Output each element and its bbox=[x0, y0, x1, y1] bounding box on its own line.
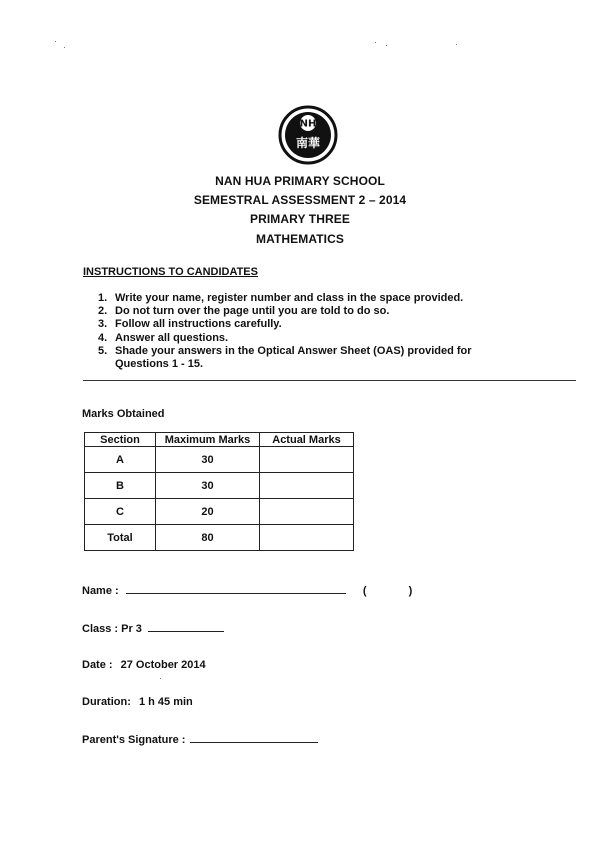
table-row bbox=[85, 447, 354, 473]
assessment-title: SEMESTRAL ASSESSMENT 2 – 2014 bbox=[193, 193, 407, 207]
school-logo bbox=[278, 105, 338, 165]
column-header: Section bbox=[85, 433, 156, 447]
instruction-text: Answer all questions. bbox=[115, 331, 229, 344]
section-cell: Total bbox=[85, 525, 156, 551]
scan-speck bbox=[55, 41, 56, 42]
logo-text-bottom: 南華 bbox=[295, 136, 321, 150]
instruction-item bbox=[98, 305, 515, 318]
section-cell: B bbox=[85, 473, 156, 499]
duration-label: Duration: bbox=[82, 696, 131, 708]
max-marks-cell: 20 bbox=[156, 499, 260, 525]
scan-speck bbox=[386, 45, 387, 46]
scan-speck bbox=[456, 44, 457, 45]
instructions-list bbox=[98, 292, 515, 371]
instruction-item bbox=[98, 292, 515, 305]
table-row bbox=[85, 499, 354, 525]
actual-marks-cell[interactable] bbox=[260, 473, 354, 499]
scan-speck bbox=[64, 47, 65, 48]
table-row bbox=[85, 525, 354, 551]
instruction-number: 4. bbox=[98, 331, 108, 344]
max-marks-cell: 30 bbox=[156, 473, 260, 499]
divider bbox=[83, 380, 576, 381]
level-title: PRIMARY THREE bbox=[250, 212, 350, 226]
name-blank[interactable] bbox=[126, 584, 346, 594]
instruction-number: 1. bbox=[98, 292, 108, 304]
instruction-text: Do not turn over the page until you are told to do so. bbox=[115, 305, 390, 318]
instruction-item bbox=[98, 332, 515, 345]
section-cell: C bbox=[85, 499, 156, 525]
class-label: Class : Pr 3 bbox=[82, 623, 142, 635]
marks-heading: Marks Obtained bbox=[82, 408, 165, 420]
subject-title: MATHEMATICS bbox=[256, 232, 344, 246]
instruction-number: 2. bbox=[98, 305, 108, 318]
instruction-item bbox=[98, 345, 515, 371]
logo-text-top: NH bbox=[299, 118, 317, 130]
scan-speck bbox=[160, 678, 161, 679]
duration-field bbox=[82, 696, 193, 708]
table-header-row bbox=[85, 433, 354, 447]
class-field bbox=[82, 622, 224, 635]
instruction-item bbox=[98, 318, 515, 331]
instruction-text: Write your name, register number and class in the space provided. bbox=[115, 292, 464, 304]
instruction-text: Shade your answers in the Optical Answer Sheet (OAS) provided for Questions 1 - 15. bbox=[115, 344, 472, 371]
column-header: Actual Marks bbox=[260, 433, 354, 447]
signature-label: Parent's Signature : bbox=[82, 734, 186, 746]
signature-field bbox=[82, 733, 318, 746]
actual-marks-cell[interactable] bbox=[260, 525, 354, 551]
max-marks-cell: 80 bbox=[156, 525, 260, 551]
max-marks-cell: 30 bbox=[156, 447, 260, 473]
table-row bbox=[85, 473, 354, 499]
date-label: Date : bbox=[82, 659, 113, 671]
date-field bbox=[82, 659, 206, 671]
duration-value: 1 h 45 min bbox=[138, 696, 193, 708]
instruction-number: 5. bbox=[98, 344, 108, 357]
column-header: Maximum Marks bbox=[156, 433, 260, 447]
register-paren-open: ( bbox=[362, 585, 367, 597]
class-blank[interactable] bbox=[148, 622, 224, 632]
name-field bbox=[82, 584, 412, 597]
section-cell: A bbox=[85, 447, 156, 473]
instruction-number: 3. bbox=[98, 318, 108, 331]
register-paren-close: ) bbox=[408, 585, 413, 597]
marks-table bbox=[84, 432, 354, 551]
school-name: NAN HUA PRIMARY SCHOOL bbox=[215, 174, 385, 188]
actual-marks-cell[interactable] bbox=[260, 447, 354, 473]
date-value: 27 October 2014 bbox=[120, 659, 206, 671]
name-label: Name : bbox=[82, 585, 119, 597]
actual-marks-cell[interactable] bbox=[260, 499, 354, 525]
instructions-heading: INSTRUCTIONS TO CANDIDATES bbox=[83, 266, 258, 278]
instruction-text: Follow all instructions carefully. bbox=[115, 318, 282, 331]
scan-speck bbox=[375, 42, 376, 43]
signature-blank[interactable] bbox=[190, 733, 318, 743]
